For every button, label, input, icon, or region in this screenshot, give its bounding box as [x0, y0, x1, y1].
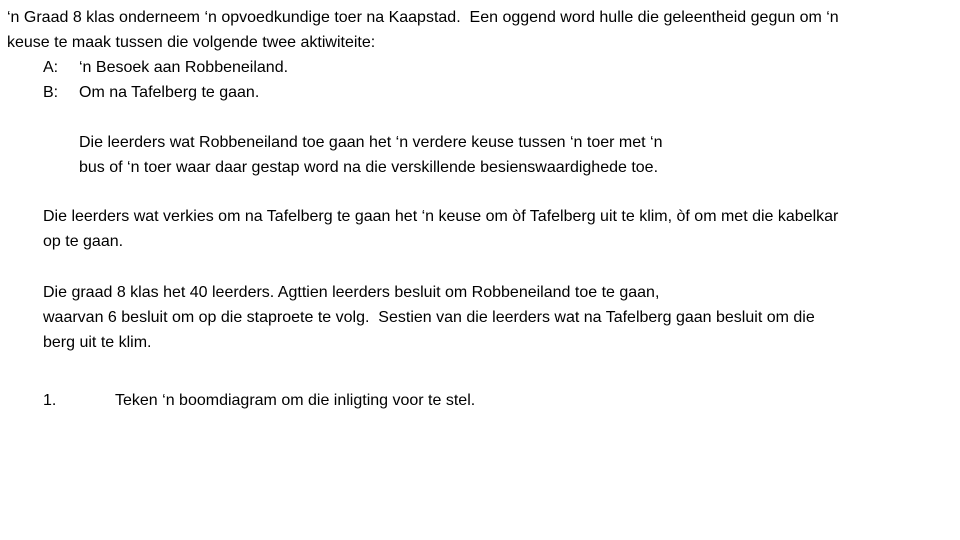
numbers-paragraph-line-1: Die graad 8 klas het 40 leerders. Agttien leerders besluit om Robbeneiland toe te gaan,	[43, 284, 660, 301]
option-b-text: Om na Tafelberg te gaan.	[79, 84, 260, 101]
tafelberg-paragraph-line-2: op te gaan.	[43, 233, 124, 250]
intro-line-2: keuse te maak tussen die volgende twee aktiwiteite:	[7, 34, 376, 51]
option-a-label: A:	[43, 59, 59, 76]
option-a-text: ‘n Besoek aan Robbeneiland.	[79, 59, 289, 76]
tafelberg-paragraph-line-1: Die leerders wat verkies om na Tafelberg te gaan het ‘n keuse om òf Tafelberg uit te klim, òf om met die kabelkar	[43, 208, 839, 225]
numbers-paragraph-line-2: waarvan 6 besluit om op die staproete te volg. Sestien van die leerders wat na Tafelberg gaan besluit om die	[43, 309, 815, 326]
question-text: Teken ‘n boomdiagram om die inligting voor te stel.	[115, 392, 476, 409]
robben-paragraph-line-1: Die leerders wat Robbeneiland toe gaan het ‘n verdere keuse tussen ‘n toer met ‘n	[79, 134, 663, 151]
option-b-label: B:	[43, 84, 59, 101]
intro-line-1: ‘n Graad 8 klas onderneem ‘n opvoedkundige toer na Kaapstad. Een oggend word hulle die geleentheid gegun om ‘n	[7, 9, 839, 26]
question-number: 1.	[43, 392, 57, 409]
numbers-paragraph-line-3: berg uit te klim.	[43, 334, 152, 351]
robben-paragraph-line-2: bus of ‘n toer waar daar gestap word na die verskillende besienswaardighede toe.	[79, 159, 659, 176]
